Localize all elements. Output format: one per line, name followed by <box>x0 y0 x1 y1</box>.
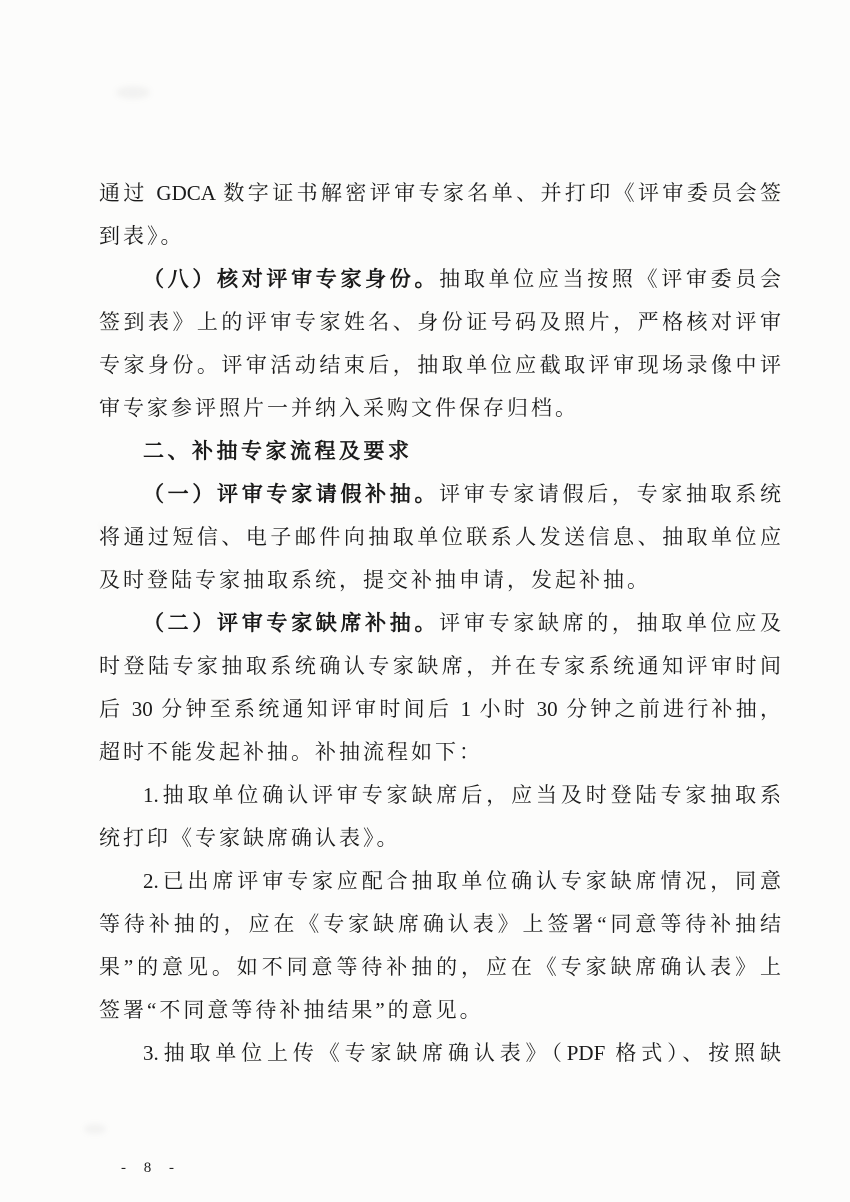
body-text: 将通过短信、电子邮件向抽取单位联系人发送信息、抽取单位应 <box>99 525 781 549</box>
text-line <box>99 645 781 688</box>
body-text: 2.已出席评审专家应配合抽取单位确认专家缺席情况，同意 <box>143 869 781 893</box>
section-heading <box>99 430 781 473</box>
text-line <box>99 473 781 516</box>
text-line <box>99 774 781 817</box>
body-text: 专家身份。评审活动结束后，抽取单位应截取评审现场录像中评 <box>99 353 781 377</box>
text-line <box>99 1032 781 1075</box>
text-line <box>99 516 781 559</box>
text-line <box>99 602 781 645</box>
text-line <box>99 860 781 903</box>
text-line <box>99 301 781 344</box>
body-text: 评审专家请假后，专家抽取系统 <box>439 482 781 506</box>
body-text: 超时不能发起补抽。补抽流程如下： <box>99 740 483 764</box>
text-line <box>99 172 781 215</box>
text-line <box>99 559 781 602</box>
text-line <box>99 817 781 860</box>
body-text: 签到表》上的评审专家姓名、身份证号码及照片，严格核对评审 <box>99 310 781 334</box>
scan-smudge <box>84 1124 106 1134</box>
body-text: 及时登陆专家抽取系统，提交补抽申请，发起补抽。 <box>99 568 651 592</box>
body-text: 后 30 分钟至系统通知评审时间后 1 小时 30 分钟之前进行补抽， <box>99 697 781 721</box>
text-line <box>99 688 781 731</box>
page-number: - 8 - <box>121 1160 181 1176</box>
text-line <box>99 387 781 430</box>
body-text: 统打印《专家缺席确认表》。 <box>99 826 401 850</box>
text-line <box>99 258 781 301</box>
text-line <box>99 344 781 387</box>
body-text: 抽取单位应当按照《评审委员会 <box>439 267 781 291</box>
body-text: 签署“不同意等待补抽结果”的意见。 <box>99 998 484 1022</box>
text-line <box>99 215 781 258</box>
text-line <box>99 989 781 1032</box>
body-text: 时登陆专家抽取系统确认专家缺席，并在专家系统通知评审时间 <box>99 654 781 678</box>
body-text: 评审专家缺席的，抽取单位应及 <box>439 611 781 635</box>
text-line <box>99 946 781 989</box>
text-line <box>99 731 781 774</box>
bold-text: 二、补抽专家流程及要求 <box>143 439 413 463</box>
body-text: 到表》。 <box>99 224 185 248</box>
body-text: 通过 GDCA 数字证书解密评审专家名单、并打印《评审委员会签 <box>99 181 781 205</box>
body-text: 等待补抽的，应在《专家缺席确认表》上签署“同意等待补抽结 <box>99 912 781 936</box>
body-text: 3.抽取单位上传《专家缺席确认表》（PDF 格式）、按照缺 <box>143 1041 781 1065</box>
bold-text: （二）评审专家缺席补抽。 <box>143 611 440 635</box>
text-line <box>99 903 781 946</box>
body-text: 1.抽取单位确认评审专家缺席后，应当及时登陆专家抽取系 <box>143 783 781 807</box>
document-body <box>99 172 781 1075</box>
scan-smudge <box>116 86 150 99</box>
body-text: 果”的意见。如不同意等待补抽的，应在《专家缺席确认表》上 <box>99 955 781 979</box>
bold-text: （八）核对评审专家身份。 <box>143 267 440 291</box>
body-text: 审专家参评照片一并纳入采购文件保存归档。 <box>99 396 579 420</box>
bold-text: （一）评审专家请假补抽。 <box>143 482 440 506</box>
